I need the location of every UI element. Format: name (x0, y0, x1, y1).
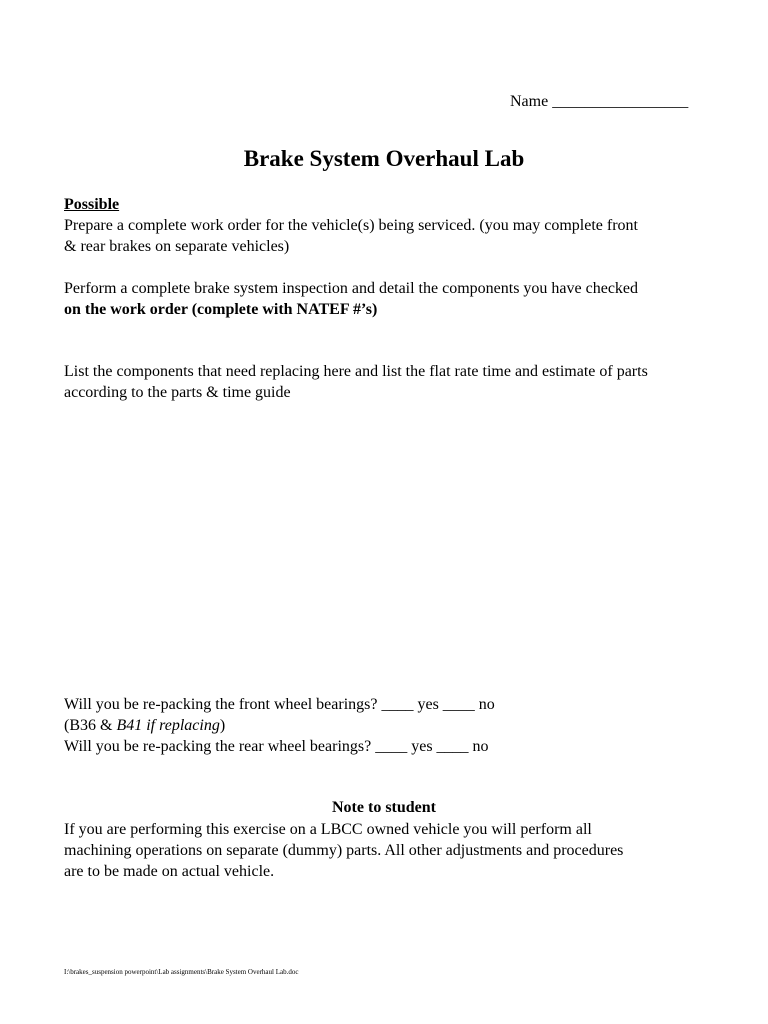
front-note-italic: B41 if replacing (116, 717, 220, 734)
front-bearings-note (64, 715, 714, 736)
page-title: Brake System Overhaul Lab (243, 146, 525, 171)
inspection-line-1: Perform a complete brake system inspection and detail the components you have checked (64, 280, 639, 297)
front-bearings-question: Will you be re-packing the front wheel bearings? ____ yes ____ no (64, 696, 495, 713)
note-line-1: If you are performing this exercise on a LBCC owned vehicle you will perform all (64, 821, 592, 838)
note-body (64, 819, 714, 882)
components-line-2: according to the parts & time guide (64, 384, 291, 401)
inspection-paragraph (64, 278, 714, 320)
note-heading: Note to student (332, 799, 436, 816)
note-line-3: are to be made on actual vehicle. (64, 863, 275, 880)
components-line-1: List the components that need replacing here and list the flat rate time and estimate of parts (64, 363, 648, 380)
rear-bearings-question: Will you be re-packing the rear wheel bearings? ____ yes ____ no (64, 738, 489, 755)
possible-heading: Possible (64, 196, 120, 213)
note-line-2: machining operations on separate (dummy) parts. All other adjustments and procedures (64, 842, 624, 859)
name-field-line: Name _________________ (510, 93, 689, 110)
footer-file-path: I:\brakes_suspension powerpoint\Lab assignments\Brake System Overhaul Lab.doc (64, 968, 299, 976)
work-order-paragraph (64, 215, 714, 257)
front-note-prefix: (B36 & (64, 717, 117, 734)
components-paragraph (64, 361, 714, 403)
work-order-line-2: & rear brakes on separate vehicles) (64, 238, 290, 255)
inspection-line-2: on the work order (complete with NATEF #’s) (64, 301, 378, 318)
bearing-questions (64, 694, 714, 757)
front-note-suffix: ) (219, 717, 226, 734)
work-order-line-1: Prepare a complete work order for the vehicle(s) being serviced. (you may complete front (64, 217, 638, 234)
